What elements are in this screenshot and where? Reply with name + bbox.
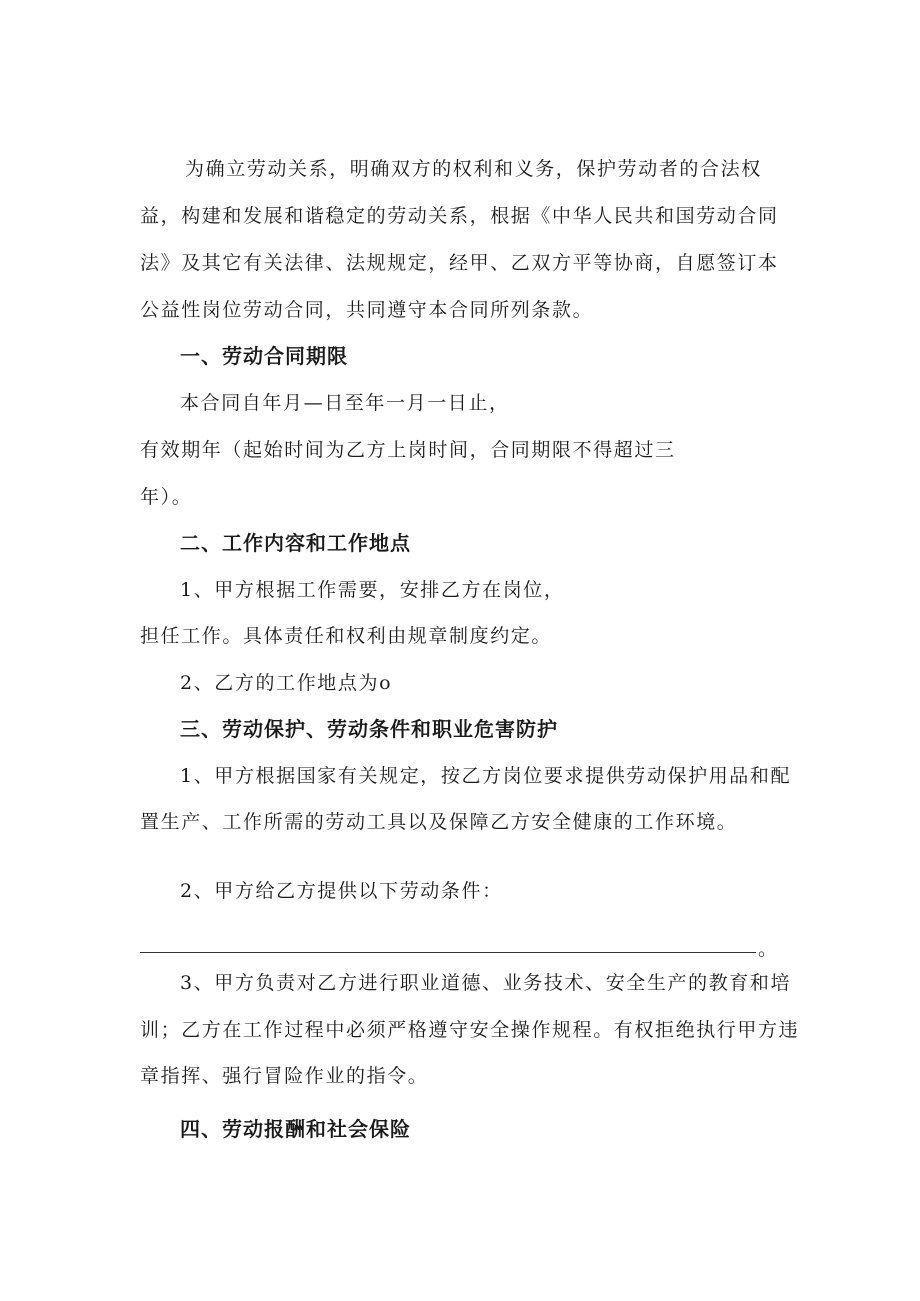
section-3-line-3: 2、甲方给乙方提供以下劳动条件： [180, 880, 503, 902]
fill-in-blank-line [140, 952, 756, 953]
intro-line-1: 为确立劳动关系，明确双方的权利和义务，保护劳动者的合法权 [185, 158, 762, 180]
section-2-line-3: 2、乙方的工作地点为o [180, 672, 393, 694]
section-2-line-2: 担任工作。具体责任和权利由规章制度约定。 [140, 625, 553, 647]
intro-line-2: 益，构建和发展和谐稳定的劳动关系，根据《中华人民共和国劳动合同 [140, 205, 779, 227]
blank-line-period: 。 [758, 938, 778, 960]
section-3-line-5: 3、甲方负责对乙方进行职业道德、业务技术、安全生产的教育和培 [180, 972, 792, 994]
section-3-line-2: 置生产、工作所需的劳动工具以及保障乙方安全健康的工作环境。 [140, 811, 738, 833]
intro-line-3: 法》及其它有关法律、法规规定，经甲、乙双方平等协商，自愿签订本 [140, 252, 779, 274]
section-4-heading: 四、劳动报酬和社会保险 [180, 1117, 411, 1141]
section-2-heading: 二、工作内容和工作地点 [180, 531, 411, 555]
section-3-line-6: 训；乙方在工作过程中必须严格遵守安全操作规程。有权拒绝执行甲方违 [140, 1019, 800, 1041]
section-1-line-3: 年）。 [140, 486, 193, 508]
section-3-line-1: 1、甲方根据国家有关规定，按乙方岗位要求提供劳动保护用品和配 [180, 765, 792, 787]
section-1-heading: 一、劳动合同期限 [180, 344, 348, 368]
section-1-line-1: 本合同自年月—日至年一月一日止， [180, 392, 510, 414]
section-3-heading: 三、劳动保护、劳动条件和职业危害防护 [180, 717, 558, 741]
section-2-line-1: 1、甲方根据工作需要，安排乙方在岗位， [180, 579, 565, 601]
section-3-line-7: 章指挥、强行冒险作业的指令。 [140, 1065, 429, 1087]
intro-line-4: 公益性岗位劳动合同，共同遵守本合同所列条款。 [140, 299, 594, 321]
section-1-line-2: 有效期年（起始时间为乙方上岗时间，合同期限不得超过三 [140, 439, 676, 461]
